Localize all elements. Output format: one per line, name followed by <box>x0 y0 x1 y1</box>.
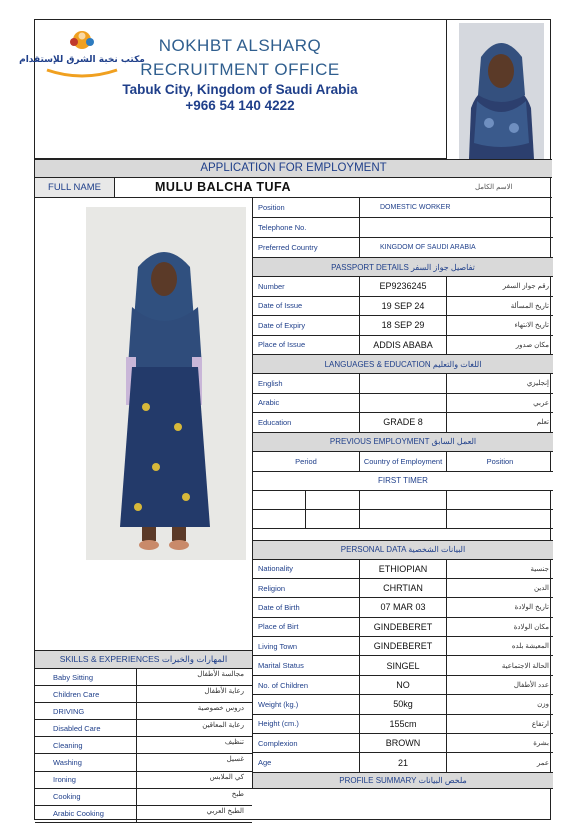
info-row <box>253 198 553 218</box>
office-logo <box>19 28 145 80</box>
personal-value: 155cm <box>360 715 447 733</box>
skill-label-arabic: طبخ <box>231 790 244 798</box>
skill-label: Baby Sitting <box>35 669 137 685</box>
office-phone: +966 54 140 4222 <box>185 98 295 113</box>
full-name-label: FULL NAME <box>35 178 115 197</box>
personal-label: Living Town <box>253 637 360 655</box>
first-timer-note: FIRST TIMER <box>253 472 553 491</box>
language-value <box>360 394 447 413</box>
details-table <box>252 198 552 789</box>
office-name-line2: RECRUITMENT OFFICE <box>140 60 340 79</box>
skill-row <box>35 720 252 737</box>
skill-row <box>35 806 252 823</box>
skill-label: Cooking <box>35 789 137 805</box>
position-column-header: Position <box>486 456 514 466</box>
skills-table <box>35 650 252 823</box>
personal-value: NO <box>360 676 447 694</box>
passport-label-arabic: تاريخ الانتهاء <box>514 322 549 330</box>
applicant-headshot <box>459 23 544 159</box>
language-value: GRADE 8 <box>360 413 447 432</box>
personal-label-arabic: بشرة <box>533 740 549 748</box>
full-name-label-arabic: الاسم الكامل <box>475 184 513 191</box>
personal-label: Marital Status <box>253 656 360 674</box>
skill-label-arabic: رعاية المعاقين <box>202 722 244 730</box>
office-contact <box>113 82 367 114</box>
application-title: APPLICATION FOR EMPLOYMENT <box>35 159 552 178</box>
info-label: Preferred Country <box>253 238 360 257</box>
previous-employment-empty-row <box>253 510 553 529</box>
personal-data-header: PERSONAL DATA البيانات الشخصية <box>253 541 553 560</box>
personal-label-arabic: الدين <box>533 585 549 593</box>
language-label: Education <box>253 413 360 432</box>
personal-value: BROWN <box>360 734 447 752</box>
skill-label-arabic: رعاية الأطفال <box>204 688 244 696</box>
personal-label: Complexion <box>253 734 360 752</box>
passport-label: Place of Issue <box>253 336 360 355</box>
passport-label-arabic: مكان صدور <box>515 341 549 349</box>
personal-row <box>253 753 553 772</box>
info-row <box>253 238 553 258</box>
passport-row <box>253 316 553 336</box>
personal-row <box>253 637 553 656</box>
personal-value: CHRTIAN <box>360 579 447 597</box>
language-label-arabic: تعلم <box>536 419 549 427</box>
info-label: Position <box>253 198 360 217</box>
skills-section-header: SKILLS & EXPERIENCES المهارات والخبرات <box>35 651 252 669</box>
language-value <box>360 374 447 393</box>
info-value: KINGDOM OF SAUDI ARABIA <box>380 244 476 251</box>
applicant-full-photo <box>86 207 246 560</box>
passport-label: Date of Expiry <box>253 316 360 335</box>
personal-value: 50kg <box>360 695 447 713</box>
skill-row <box>35 703 252 720</box>
passport-label: Number <box>253 277 360 296</box>
office-name <box>125 34 355 82</box>
language-row <box>253 374 553 394</box>
skill-row <box>35 686 252 703</box>
previous-employment-empty-row <box>253 491 553 510</box>
info-label: Telephone No. <box>253 218 360 237</box>
personal-row <box>253 560 553 579</box>
skill-row <box>35 789 252 806</box>
personal-row <box>253 734 553 753</box>
personal-label-arabic: تاريخ الولادة <box>514 604 549 612</box>
personal-value: GINDEBERET <box>360 637 447 655</box>
personal-label: Age <box>253 753 360 771</box>
personal-row <box>253 676 553 695</box>
personal-row <box>253 695 553 714</box>
skill-label: Children Care <box>35 686 137 702</box>
skill-label-arabic: غسيل <box>226 756 244 764</box>
personal-value: ETHIOPIAN <box>360 560 447 578</box>
personal-label: No. of Children <box>253 676 360 694</box>
language-row <box>253 413 553 433</box>
office-name-line1: NOKHBT ALSHARQ <box>158 36 322 55</box>
personal-row <box>253 579 553 598</box>
language-label: Arabic <box>253 394 360 413</box>
office-city: Tabuk City, Kingdom of Saudi Arabia <box>122 82 358 97</box>
skill-label: Cleaning <box>35 737 137 753</box>
language-label-arabic: عربي <box>533 399 549 407</box>
personal-label: Nationality <box>253 560 360 578</box>
languages-section-header: LANGUAGES & EDUCATION اللغات والتعليم <box>253 355 553 374</box>
skill-label: Arabic Cooking <box>35 806 137 822</box>
skill-label: Disabled Care <box>35 720 137 736</box>
language-row <box>253 394 553 414</box>
skill-row <box>35 754 252 771</box>
skill-label: Washing <box>35 754 137 770</box>
skill-label: Ironing <box>35 772 137 788</box>
skill-label-arabic: الطبخ العربي <box>206 807 244 815</box>
passport-label-arabic: رقم جواز السفر <box>502 283 549 291</box>
skill-row <box>35 737 252 754</box>
previous-employment-header: PREVIOUS EMPLOYMENT العمل السابق <box>253 433 553 452</box>
personal-value: 21 <box>360 753 447 771</box>
skill-label-arabic: كي الملابس <box>209 773 244 781</box>
skill-label-arabic: تنظيف <box>224 739 244 747</box>
language-label: English <box>253 374 360 393</box>
personal-label: Date of Birth <box>253 598 360 616</box>
passport-section-header: PASSPORT DETAILS تفاصيل جواز السفر <box>253 258 553 277</box>
personal-value: 07 MAR 03 <box>360 598 447 616</box>
passport-label: Date of Issue <box>253 297 360 316</box>
previous-employment-columns <box>253 452 553 472</box>
info-value <box>360 218 553 237</box>
personal-value: GINDEBERET <box>360 618 447 636</box>
passport-value: EP9236245 <box>360 277 447 296</box>
full-name-row <box>35 178 552 198</box>
personal-label-arabic: جنسية <box>530 565 549 573</box>
passport-row <box>253 277 553 297</box>
personal-label-arabic: المعيشة بلده <box>511 643 549 651</box>
country-column-header: Country of Employment <box>360 452 447 471</box>
personal-label-arabic: الحالة الاجتماعية <box>501 662 549 670</box>
personal-label-arabic: ارتفاع <box>531 720 549 728</box>
language-label-arabic: إنجليزي <box>526 380 549 388</box>
info-row <box>253 218 553 238</box>
personal-label-arabic: مكان الولادة <box>513 623 549 631</box>
personal-label: Weight (kg.) <box>253 695 360 713</box>
skill-row <box>35 772 252 789</box>
skill-row <box>35 669 252 686</box>
skill-label-arabic: مجالسة الأطفال <box>197 671 244 678</box>
employment-application-form <box>19 19 551 820</box>
passport-value: ADDIS ABABA <box>360 336 447 355</box>
profile-summary-header: PROFILE SUMMARY ملخص البيانات <box>253 773 553 789</box>
full-name-value: MULU BALCHA TUFA <box>155 180 291 194</box>
personal-label-arabic: وزن <box>537 701 549 709</box>
personal-label-arabic: عدد الأطفال <box>513 682 549 690</box>
passport-row <box>253 336 553 356</box>
office-header <box>19 20 447 159</box>
personal-value: SINGEL <box>360 656 447 674</box>
passport-value: 19 SEP 24 <box>360 297 447 316</box>
logo-text: مكتب نخبة الشرق للإستقدام <box>19 55 145 65</box>
info-value: DOMESTIC WORKER <box>380 204 451 211</box>
personal-label: Height (cm.) <box>253 715 360 733</box>
personal-row <box>253 618 553 637</box>
personal-row <box>253 598 553 617</box>
spacer-row <box>253 529 553 541</box>
personal-row <box>253 656 553 675</box>
personal-label: Place of Birt <box>253 618 360 636</box>
personal-label: Religion <box>253 579 360 597</box>
passport-label-arabic: تاريخ المسألة <box>510 302 549 310</box>
skill-label: DRIVING <box>35 703 137 719</box>
passport-row <box>253 297 553 317</box>
personal-row <box>253 715 553 734</box>
period-column-header: Period <box>253 452 360 471</box>
skill-label-arabic: دروس خصوصية <box>197 705 244 713</box>
passport-value: 18 SEP 29 <box>360 316 447 335</box>
personal-label-arabic: عمر <box>536 759 549 767</box>
